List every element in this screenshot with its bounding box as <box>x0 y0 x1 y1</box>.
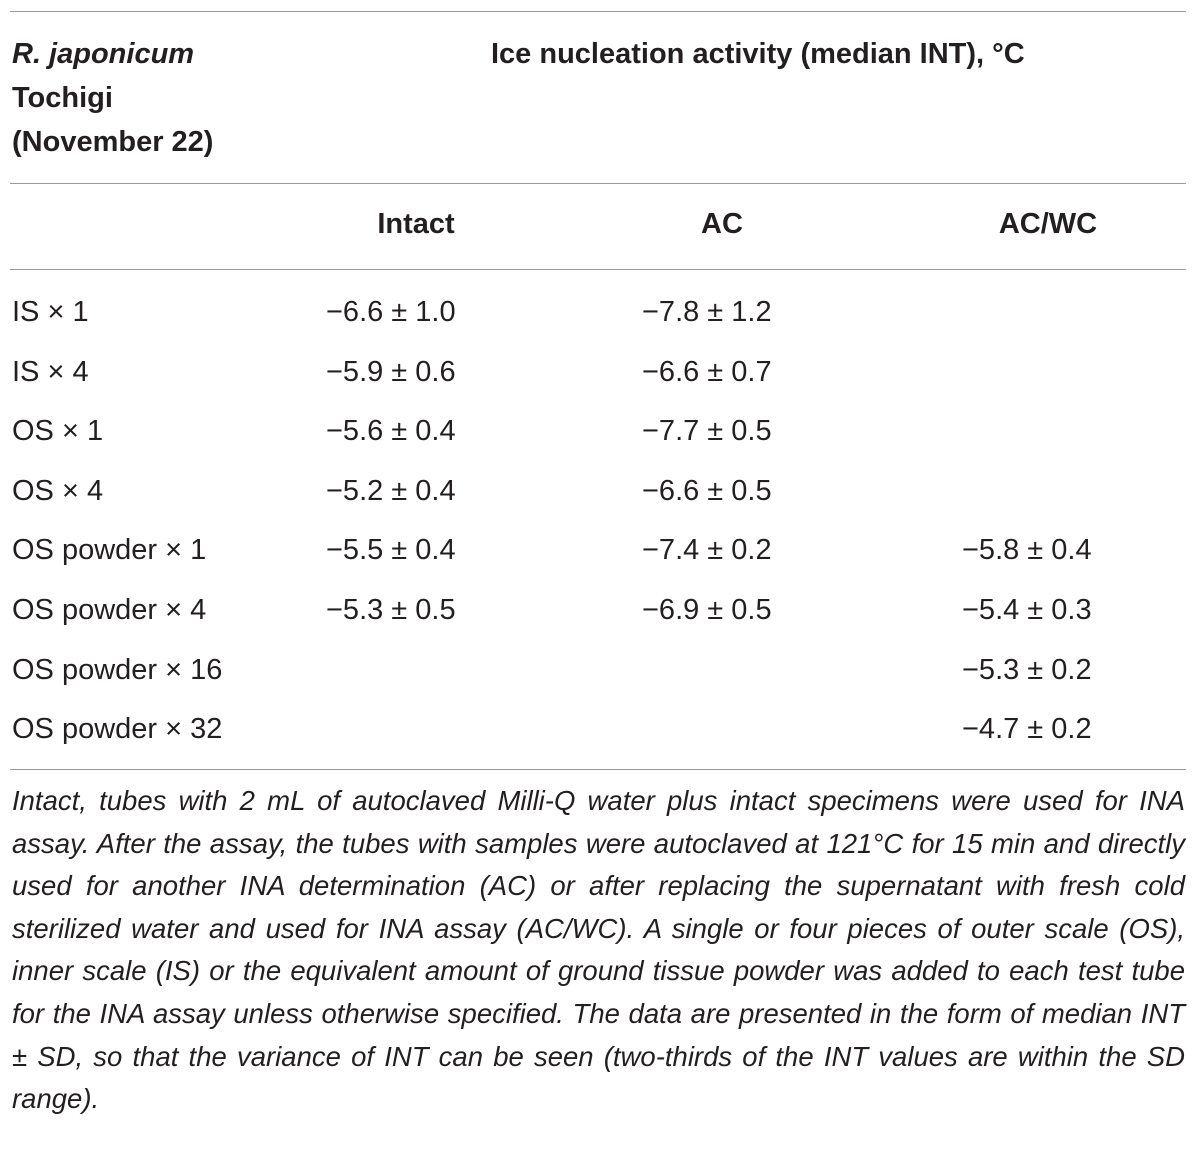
acwc-cell: −5.4 ± 0.3 <box>962 594 1092 626</box>
intact-cell: −5.5 ± 0.4 <box>326 534 456 566</box>
intact-cell: −5.3 ± 0.5 <box>326 594 456 626</box>
measure-header: Ice nucleation activity (median INT), °C <box>491 38 1025 70</box>
table-bottom-rule <box>10 769 1186 770</box>
species-header <box>12 32 194 76</box>
sample-cell: OS powder × 1 <box>12 534 207 566</box>
ac-cell: −6.6 ± 0.5 <box>642 475 772 507</box>
table-top-rule <box>10 11 1186 12</box>
header-divider-rule <box>10 183 1186 184</box>
table-row <box>0 520 1200 580</box>
table-row <box>0 401 1200 461</box>
column-header-rule <box>10 269 1186 270</box>
intact-cell: −5.2 ± 0.4 <box>326 475 456 507</box>
ac-cell: −7.8 ± 1.2 <box>642 296 772 328</box>
sample-cell: IS × 4 <box>12 356 89 388</box>
ac-cell: −6.6 ± 0.7 <box>642 356 772 388</box>
intact-cell: −5.9 ± 0.6 <box>326 356 456 388</box>
intact-cell: −5.6 ± 0.4 <box>326 415 456 447</box>
table-row <box>0 461 1200 521</box>
column-header-intact: Intact <box>377 208 455 240</box>
table-row <box>0 699 1200 759</box>
column-header-ac: AC <box>701 208 743 240</box>
sample-cell: OS powder × 32 <box>12 713 223 745</box>
ac-cell: −6.9 ± 0.5 <box>642 594 772 626</box>
sample-cell: OS × 4 <box>12 475 104 507</box>
table-row <box>0 640 1200 700</box>
acwc-cell: −4.7 ± 0.2 <box>962 713 1092 745</box>
date-header: (November 22) <box>12 126 214 158</box>
ac-cell: −7.4 ± 0.2 <box>642 534 772 566</box>
site-header: Tochigi <box>12 82 113 114</box>
column-header-acwc: AC/WC <box>998 208 1098 240</box>
sample-cell: IS × 1 <box>12 296 89 328</box>
acwc-cell: −5.8 ± 0.4 <box>962 534 1092 566</box>
intact-cell: −6.6 ± 1.0 <box>326 296 456 328</box>
species-name: R. japonicum <box>12 38 195 70</box>
table-row <box>0 580 1200 640</box>
table-footnote: Intact, tubes with 2 mL of autoclaved Milli-Q water plus intact specimens were used for INA assay. After the assay, the tubes with samples were autoclaved at 121°C for 15 min and directly used for another INA determination (AC) or after replacing the supernatant with fresh cold sterilized water and used for INA assay (AC/WC). A single or four pieces of outer scale (OS), inner scale (IS) or the equivalent amount of ground tissue powder was added to each test tube for the INA assay unless otherwise specified. The data are presented in the form of median INT ± SD, so that the variance of INT can be seen (two-thirds of the INT values are within the SD range). <box>12 785 1185 1115</box>
sample-cell: OS powder × 4 <box>12 594 207 626</box>
acwc-cell: −5.3 ± 0.2 <box>962 654 1092 686</box>
table-row <box>0 282 1200 342</box>
sample-cell: OS × 1 <box>12 415 104 447</box>
sample-cell: OS powder × 16 <box>12 654 223 686</box>
ac-cell: −7.7 ± 0.5 <box>642 415 772 447</box>
table-row <box>0 342 1200 402</box>
